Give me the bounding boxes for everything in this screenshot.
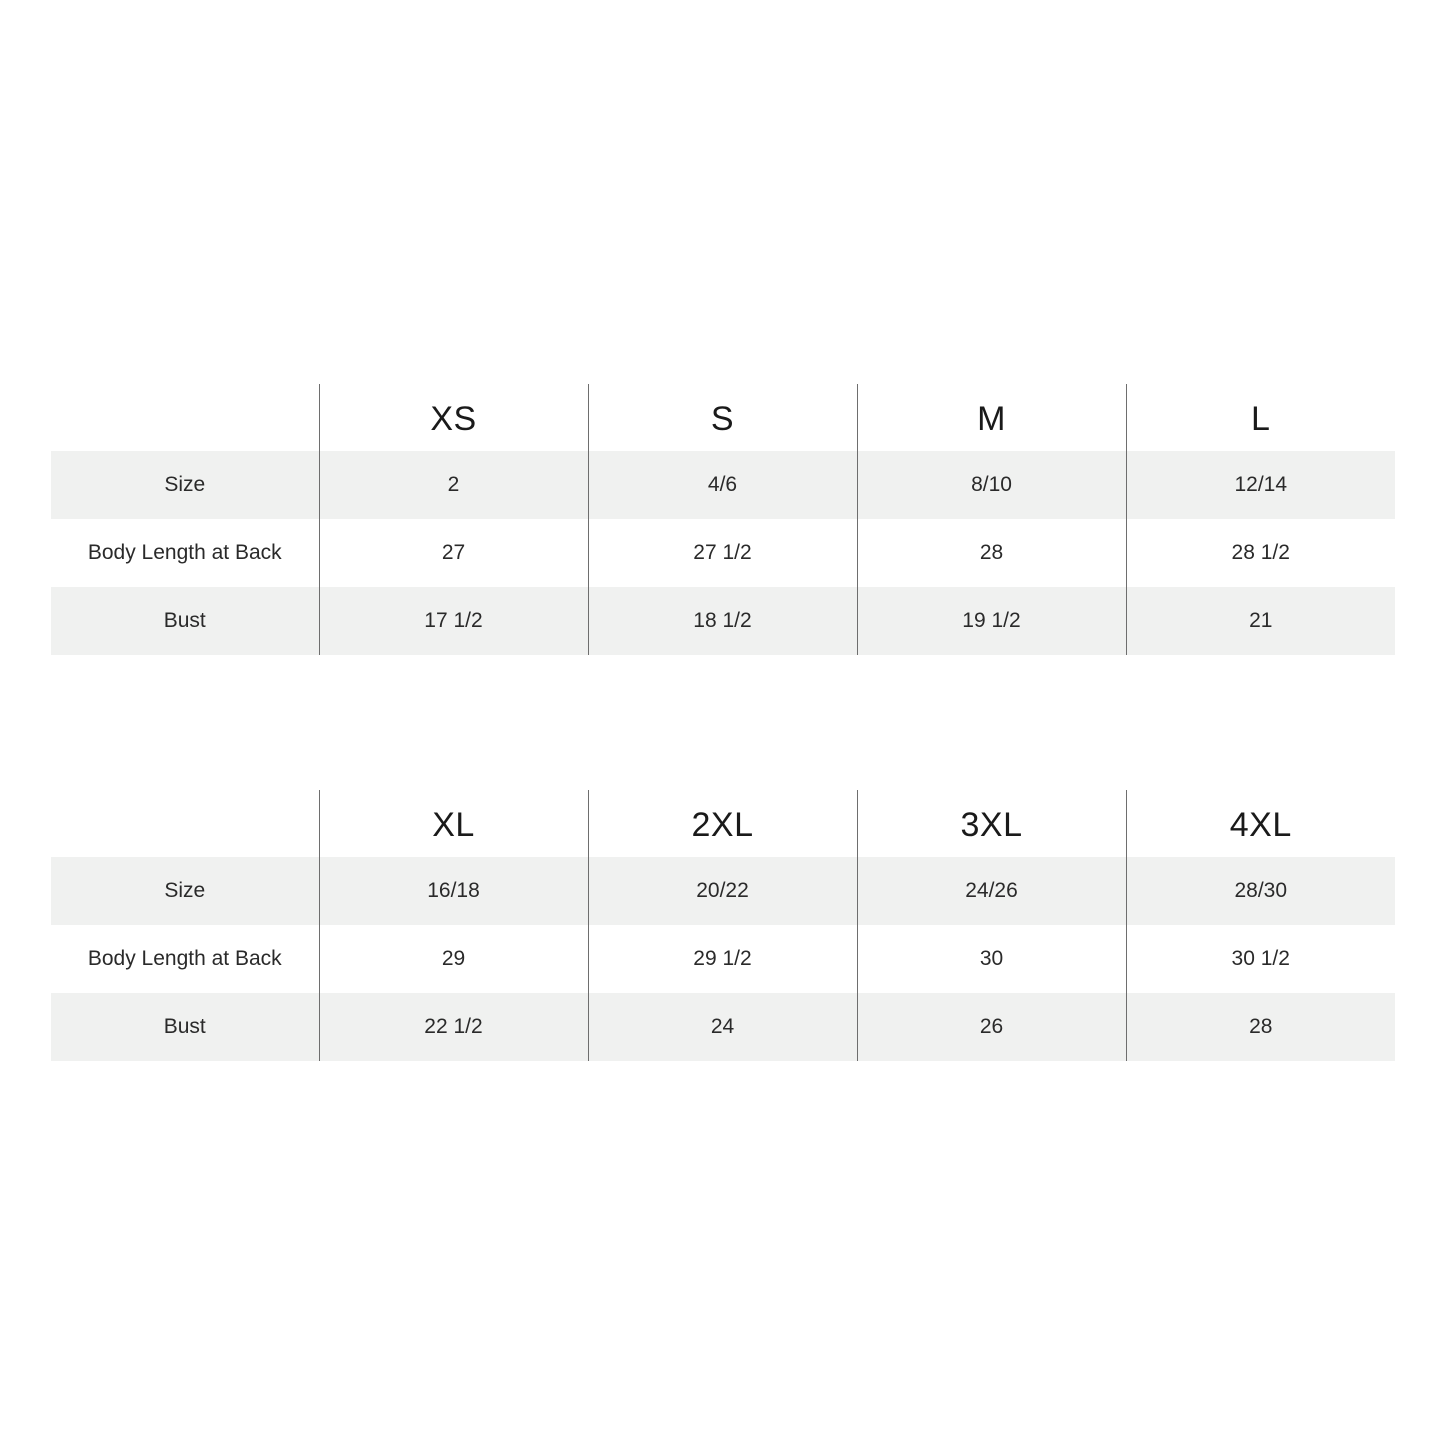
size-header: XL	[319, 790, 588, 857]
table-cell: 18 1/2	[588, 587, 857, 655]
table-row	[51, 993, 1395, 1061]
row-label: Body Length at Back	[87, 947, 282, 970]
table-cell: 28/30	[1126, 857, 1395, 925]
size-header: 3XL	[857, 790, 1126, 857]
size-header-row	[51, 790, 1395, 857]
table-row	[51, 519, 1395, 587]
size-header: 4XL	[1126, 790, 1395, 857]
row-label: Bust	[51, 993, 319, 1061]
table-cell: 29 1/2	[588, 925, 857, 993]
table-row	[51, 925, 1395, 993]
table-cell: 26	[857, 993, 1126, 1061]
table-cell: 30 1/2	[1126, 925, 1395, 993]
table-cell: 29	[319, 925, 588, 993]
table-cell: 12/14	[1126, 451, 1395, 519]
table-cell: 24	[588, 993, 857, 1061]
size-chart-table-1	[51, 384, 1395, 655]
row-label: Size	[51, 451, 319, 519]
row-label: Size	[51, 857, 319, 925]
header-corner-cell	[51, 384, 319, 451]
table-cell: 17 1/2	[319, 587, 588, 655]
table-cell: 19 1/2	[857, 587, 1126, 655]
table-cell: 4/6	[588, 451, 857, 519]
table-cell: 21	[1126, 587, 1395, 655]
table-cell: 22 1/2	[319, 993, 588, 1061]
table-cell: 20/22	[588, 857, 857, 925]
row-label: Body Length at Back	[87, 541, 282, 564]
table-cell: 27	[319, 519, 588, 587]
table-cell: 30	[857, 925, 1126, 993]
size-header-row	[51, 384, 1395, 451]
size-chart-table-2	[51, 790, 1395, 1061]
table-cell: 16/18	[319, 857, 588, 925]
table-cell: 8/10	[857, 451, 1126, 519]
size-header: 2XL	[588, 790, 857, 857]
size-header: XS	[319, 384, 588, 451]
table-row	[51, 857, 1395, 925]
header-corner-cell	[51, 790, 319, 857]
table-cell: 28	[857, 519, 1126, 587]
table-cell: 24/26	[857, 857, 1126, 925]
table-row	[51, 587, 1395, 655]
table-cell: 2	[319, 451, 588, 519]
size-header: M	[857, 384, 1126, 451]
size-header: S	[588, 384, 857, 451]
table-row	[51, 451, 1395, 519]
table-cell: 27 1/2	[588, 519, 857, 587]
row-label: Bust	[51, 587, 319, 655]
table-cell: 28 1/2	[1126, 519, 1395, 587]
table-cell: 28	[1126, 993, 1395, 1061]
size-header: L	[1126, 384, 1395, 451]
